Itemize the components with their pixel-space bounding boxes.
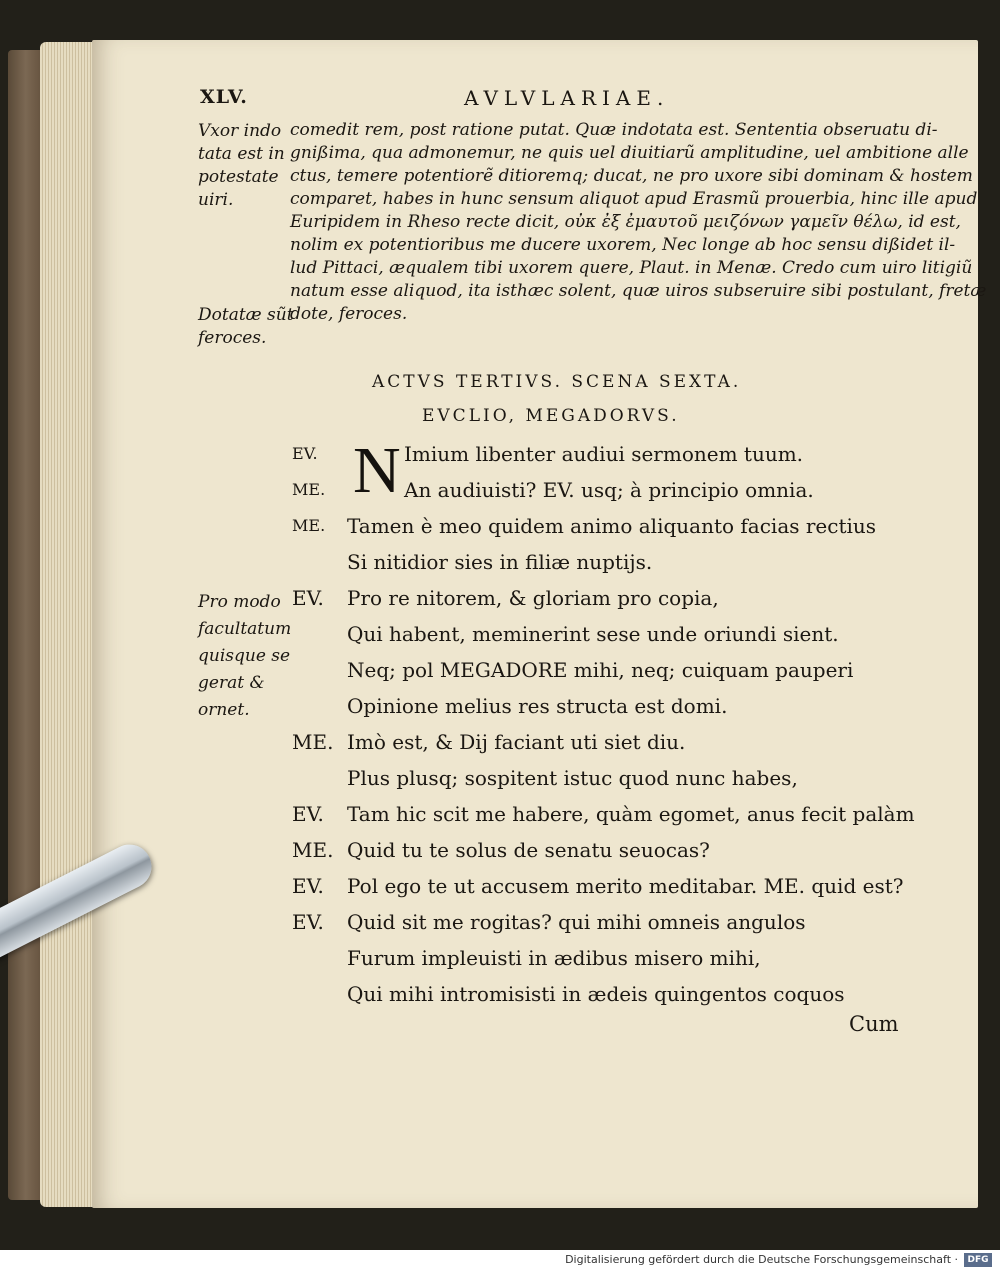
verse-text: Imium libenter audiui sermonem tuum.	[404, 442, 804, 466]
verse-text: Si nitidior sies in filiæ nuptijs.	[347, 550, 653, 574]
margin-note-line: gerat &	[198, 673, 265, 693]
speaker-label: EV.	[292, 910, 324, 934]
verse-text: Plus plusq; sospitent istuc quod nunc habes,	[347, 766, 798, 790]
margin-note-line: Vxor indo	[198, 121, 282, 141]
digitization-footer	[0, 1250, 1000, 1271]
commentary-line: natum esse aliquod, ita isthæc solent, quæ uiros subseruire sibi postulant, fretæ	[290, 281, 987, 301]
verse-row	[292, 796, 915, 832]
verse-row	[292, 688, 912, 724]
running-title: AVLVLARIAE.	[464, 86, 670, 110]
margin-note-pro-modo	[198, 589, 291, 724]
verse-row	[292, 976, 912, 1012]
speaker-label: EV.	[292, 444, 318, 463]
scene-heading: ACTVS TERTIVS. SCENA SEXTA.	[372, 372, 742, 392]
speaker-label: EV.	[292, 802, 324, 826]
speaker-label: EV.	[292, 586, 324, 610]
drop-cap: N	[353, 434, 401, 507]
margin-note-dotatae	[198, 304, 294, 350]
margin-note-uxor	[198, 120, 285, 212]
verse-text: Opinione melius res structa est domi.	[347, 694, 728, 718]
speaker-label: EV.	[292, 874, 324, 898]
catchword: Cum	[849, 1012, 899, 1036]
commentary-line: dote, feroces.	[290, 304, 408, 324]
verse-row	[292, 832, 912, 868]
commentary-line: lud Pittaci, æqualem tibi uxorem quere, Plaut. in Menæ. Credo cum uiro litigiũ	[290, 258, 973, 278]
folio-number: XLV.	[200, 86, 248, 108]
verse-row	[292, 508, 912, 544]
funding-credit: Digitalisierung gefördert durch die Deutsche Forschungsgemeinschaft ·	[565, 1253, 958, 1266]
verse-text: Qui mihi intromisisti in ædeis quingentos coquos	[347, 982, 845, 1006]
verse-row	[292, 904, 912, 940]
speaker-label: ME.	[292, 480, 326, 499]
verse-row	[292, 868, 912, 904]
margin-note-line: quisque se	[198, 646, 291, 666]
verse-row	[292, 580, 912, 616]
verse-text: Tamen è meo quidem animo aliquanto facias rectius	[347, 514, 877, 538]
verse-text: Quid tu te solus de senatu seuocas?	[347, 838, 710, 862]
margin-note-line: potestate	[198, 167, 279, 187]
verse-row	[292, 652, 912, 688]
speaker-label: ME.	[292, 516, 326, 535]
commentary-line: gnißima, qua admonemur, ne quis uel diuitiarũ amplitudine, uel ambitione alle	[290, 143, 969, 163]
verse-text: An audiuisti? EV. usq; à principio omnia.	[404, 478, 814, 502]
verse-text: Imò est, & Dij faciant uti siet diu.	[347, 730, 686, 754]
commentary-block	[290, 120, 986, 327]
verse-row	[292, 616, 912, 652]
verse-text: Pro re nitorem, & gloriam pro copia,	[347, 586, 719, 610]
verse-row	[292, 940, 912, 976]
verse-row	[292, 472, 912, 508]
verse-text: Tam hic scit me habere, quàm egomet, anus fecit palàm	[347, 802, 915, 826]
verse-text: Pol ego te ut accusem merito meditabar. ME. quid est?	[347, 874, 904, 898]
verse-text: Qui habent, meminerint sese unde oriundi sient.	[347, 622, 839, 646]
commentary-line: comparet, habes in hunc sensum aliquot apud Erasmũ prouerbia, hinc ille apud	[290, 189, 978, 209]
commentary-line: nolim ex potentioribus me ducere uxorem, Nec longe ab hoc sensu dißidet il-	[290, 235, 956, 255]
margin-note-line: uiri.	[198, 190, 234, 210]
margin-note-line: Pro modo	[198, 592, 281, 612]
margin-note-line: facultatum	[198, 619, 292, 639]
verse-text: Furum impleuisti in ædibus misero mihi,	[347, 946, 761, 970]
verse-row	[292, 760, 912, 796]
speaker-label: ME.	[292, 730, 334, 754]
verse-row	[292, 436, 912, 472]
verse-row	[292, 724, 912, 760]
scene-characters: EVCLIO, MEGADORVS.	[422, 406, 680, 426]
margin-note-line: feroces.	[198, 328, 267, 348]
verse-text: Quid sit me rogitas? qui mihi omneis angulos	[347, 910, 806, 934]
dfg-logo: DFG	[964, 1253, 992, 1267]
verse-row	[292, 544, 912, 580]
commentary-line: ctus, temere potentiorẽ ditioremq; ducat, ne pro uxore sibi dominam & hostem	[290, 166, 973, 186]
speaker-label: ME.	[292, 838, 334, 862]
verse-block	[292, 436, 915, 1012]
margin-note-line: Dotatæ sũt	[198, 305, 294, 325]
verse-text: Neq; pol MEGADORE mihi, neq; cuiquam pauperi	[347, 658, 854, 682]
commentary-line: Euripidem in Rheso recte dicit, οὐκ ἐξ ἐμαυτοῦ μειζόνων γαμεῖν θέλω, id est,	[290, 212, 961, 232]
margin-note-line: tata est in	[198, 144, 285, 164]
margin-note-line: ornet.	[198, 700, 250, 720]
commentary-line: comedit rem, post ratione putat. Quæ indotata est. Sententia obseruatu di-	[290, 120, 938, 140]
